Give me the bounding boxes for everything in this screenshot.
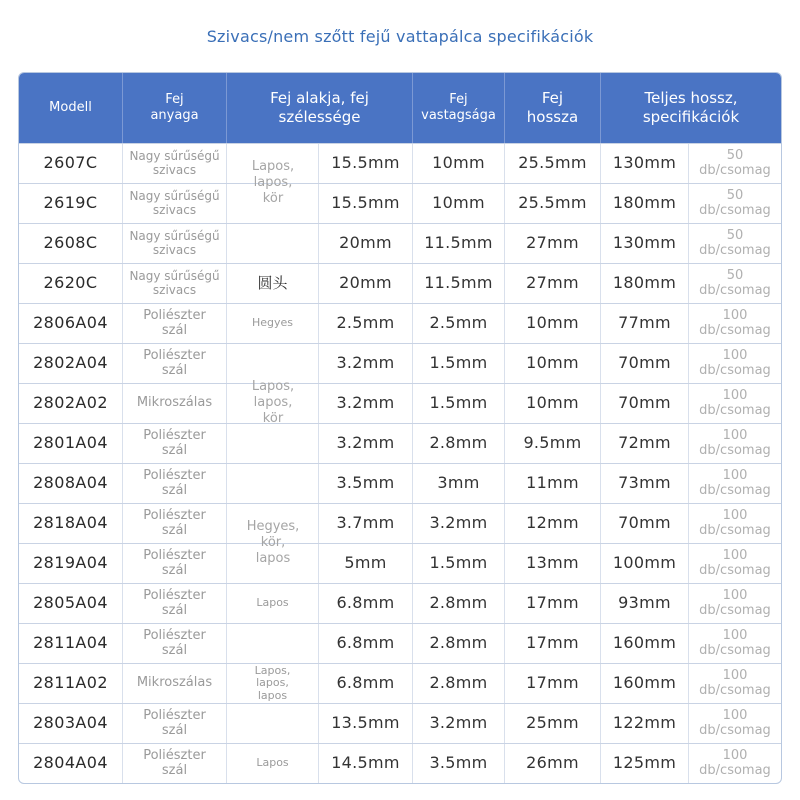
cell-thickness: 3mm: [413, 464, 505, 503]
cell-width: 6.8mm: [319, 584, 413, 623]
cell-shape: Lapos: [227, 744, 319, 783]
table-row: [19, 143, 781, 183]
cell-length: 25.5mm: [505, 144, 601, 183]
table-row: [19, 743, 781, 783]
cell-width: 15.5mm: [319, 144, 413, 183]
cell-width: 5mm: [319, 544, 413, 583]
cell-spec: 100 db/csomag: [699, 588, 771, 618]
cell-thickness: 1.5mm: [413, 384, 505, 423]
cell-width: 3.2mm: [319, 384, 413, 423]
cell-total: 125mm: [601, 744, 689, 783]
cell-shape: Hegyes: [227, 304, 319, 343]
cell-spec: 50 db/csomag: [699, 268, 771, 298]
cell-material: Poliészter szál: [123, 504, 227, 543]
cell-width: 6.8mm: [319, 624, 413, 663]
cell-material: Nagy sűrűségű szivacs: [123, 184, 227, 223]
cell-total: 93mm: [601, 584, 689, 623]
cell-length: 11mm: [505, 464, 601, 503]
cell-length: 27mm: [505, 264, 601, 303]
cell-shape: [227, 704, 319, 743]
cell-length: 17mm: [505, 664, 601, 703]
cell-length: 17mm: [505, 584, 601, 623]
cell-material: Poliészter szál: [123, 344, 227, 383]
cell-model: 2811A02: [19, 664, 123, 703]
merged-shape-label: Lapos, lapos, kör: [251, 378, 295, 427]
table-row: [19, 303, 781, 343]
cell-total: 160mm: [601, 664, 689, 703]
table-row: [19, 343, 781, 383]
cell-length: 10mm: [505, 384, 601, 423]
cell-spec: 50 db/csomag: [699, 228, 771, 258]
cell-material: Poliészter szál: [123, 464, 227, 503]
cell-thickness: 2.8mm: [413, 664, 505, 703]
cell-material: Poliészter szál: [123, 544, 227, 583]
cell-length: 10mm: [505, 344, 601, 383]
cell-total: 130mm: [601, 144, 689, 183]
cell-thickness: 2.8mm: [413, 584, 505, 623]
table-row: [19, 583, 781, 623]
cell-thickness: 3.5mm: [413, 744, 505, 783]
table-row: [19, 263, 781, 303]
cell-shape: Lapos: [227, 584, 319, 623]
cell-material: Poliészter szál: [123, 304, 227, 343]
cell-model: 2801A04: [19, 424, 123, 463]
table-row: [19, 503, 781, 543]
cell-total: 72mm: [601, 424, 689, 463]
cell-width: 2.5mm: [319, 304, 413, 343]
cell-material: Nagy sűrűségű szivacs: [123, 144, 227, 183]
cell-width: 20mm: [319, 264, 413, 303]
cell-model: 2811A04: [19, 624, 123, 663]
cell-width: 3.5mm: [319, 464, 413, 503]
cell-material: Nagy sűrűségű szivacs: [123, 224, 227, 263]
cell-thickness: 3.2mm: [413, 504, 505, 543]
cell-thickness: 3.2mm: [413, 704, 505, 743]
cell-model: 2619C: [19, 184, 123, 223]
cell-shape: [227, 624, 319, 663]
cell-model: 2805A04: [19, 584, 123, 623]
cell-length: 25.5mm: [505, 184, 601, 223]
cell-total: 160mm: [601, 624, 689, 663]
cell-shape: Lapos, lapos, lapos: [227, 664, 319, 703]
cell-width: 14.5mm: [319, 744, 413, 783]
cell-material: Poliészter szál: [123, 424, 227, 463]
cell-total: 70mm: [601, 384, 689, 423]
cell-model: 2607C: [19, 144, 123, 183]
cell-spec: 100 db/csomag: [699, 708, 771, 738]
cell-width: 15.5mm: [319, 184, 413, 223]
cell-width: 6.8mm: [319, 664, 413, 703]
table-row: [19, 223, 781, 263]
cell-width: 3.2mm: [319, 344, 413, 383]
merged-shape-label: Lapos, lapos, kör: [251, 158, 295, 207]
cell-thickness: 2.8mm: [413, 424, 505, 463]
cell-total: 73mm: [601, 464, 689, 503]
table-row: [19, 383, 781, 423]
cell-thickness: 2.8mm: [413, 624, 505, 663]
cell-length: 12mm: [505, 504, 601, 543]
cell-thickness: 11.5mm: [413, 264, 505, 303]
cell-model: 2608C: [19, 224, 123, 263]
table-row: [19, 623, 781, 663]
table-row: [19, 183, 781, 223]
header-shape: Fej alakja, fej szélessége: [227, 73, 413, 143]
cell-total: 122mm: [601, 704, 689, 743]
cell-spec: 100 db/csomag: [699, 748, 771, 778]
merged-shape-label: Hegyes, kör, lapos: [246, 518, 300, 567]
cell-spec: 50 db/csomag: [699, 188, 771, 218]
cell-length: 13mm: [505, 544, 601, 583]
cell-model: 2802A04: [19, 344, 123, 383]
cell-width: 3.2mm: [319, 424, 413, 463]
cell-model: 2803A04: [19, 704, 123, 743]
cell-material: Poliészter szál: [123, 704, 227, 743]
cell-thickness: 1.5mm: [413, 544, 505, 583]
cell-shape: 圆头: [227, 264, 319, 303]
cell-spec: 50 db/csomag: [699, 148, 771, 178]
cell-model: 2806A04: [19, 304, 123, 343]
cell-spec: 100 db/csomag: [699, 508, 771, 538]
cell-spec: 100 db/csomag: [699, 548, 771, 578]
table-row: [19, 543, 781, 583]
spec-table: [18, 72, 782, 784]
cell-length: 9.5mm: [505, 424, 601, 463]
cell-thickness: 2.5mm: [413, 304, 505, 343]
header-total: Teljes hossz, specifikációk: [642, 89, 740, 126]
cell-width: 3.7mm: [319, 504, 413, 543]
cell-thickness: 10mm: [413, 144, 505, 183]
cell-thickness: 1.5mm: [413, 344, 505, 383]
cell-total: 100mm: [601, 544, 689, 583]
cell-material: Nagy sűrűségű szivacs: [123, 264, 227, 303]
cell-length: 26mm: [505, 744, 601, 783]
cell-model: 2818A04: [19, 504, 123, 543]
cell-total: 77mm: [601, 304, 689, 343]
cell-spec: 100 db/csomag: [699, 668, 771, 698]
cell-material: Poliészter szál: [123, 584, 227, 623]
cell-material: Poliészter szál: [123, 744, 227, 783]
cell-width: 20mm: [319, 224, 413, 263]
table-row: [19, 463, 781, 503]
cell-model: 2808A04: [19, 464, 123, 503]
header-length: Fej hossza: [505, 73, 601, 143]
cell-spec: 100 db/csomag: [699, 428, 771, 458]
cell-length: 25mm: [505, 704, 601, 743]
cell-model: 2819A04: [19, 544, 123, 583]
cell-model: 2620C: [19, 264, 123, 303]
cell-total: 70mm: [601, 504, 689, 543]
cell-model: 2804A04: [19, 744, 123, 783]
table-row: [19, 423, 781, 463]
cell-total: 130mm: [601, 224, 689, 263]
cell-spec: 100 db/csomag: [699, 388, 771, 418]
cell-length: 10mm: [505, 304, 601, 343]
cell-thickness: 10mm: [413, 184, 505, 223]
cell-thickness: 11.5mm: [413, 224, 505, 263]
cell-material: Poliészter szál: [123, 624, 227, 663]
page-title: Szivacs/nem szőtt fejű vattapálca specifikációk: [206, 27, 594, 46]
cell-width: 13.5mm: [319, 704, 413, 743]
cell-spec: 100 db/csomag: [699, 348, 771, 378]
cell-spec: 100 db/csomag: [699, 308, 771, 338]
table-header: [19, 73, 781, 143]
cell-length: 27mm: [505, 224, 601, 263]
table-row: [19, 703, 781, 743]
cell-total: 180mm: [601, 264, 689, 303]
header-thickness: Fej vastagsága: [413, 73, 505, 143]
header-model: Modell: [19, 73, 123, 143]
cell-spec: 100 db/csomag: [699, 628, 771, 658]
cell-model: 2802A02: [19, 384, 123, 423]
cell-spec: 100 db/csomag: [699, 468, 771, 498]
cell-length: 17mm: [505, 624, 601, 663]
header-material: Fej anyaga: [123, 73, 227, 143]
cell-total: 180mm: [601, 184, 689, 223]
cell-total: 70mm: [601, 344, 689, 383]
cell-material: Mikroszálas: [123, 664, 227, 703]
cell-shape: [227, 224, 319, 263]
cell-material: Mikroszálas: [123, 384, 227, 423]
table-row: [19, 663, 781, 703]
